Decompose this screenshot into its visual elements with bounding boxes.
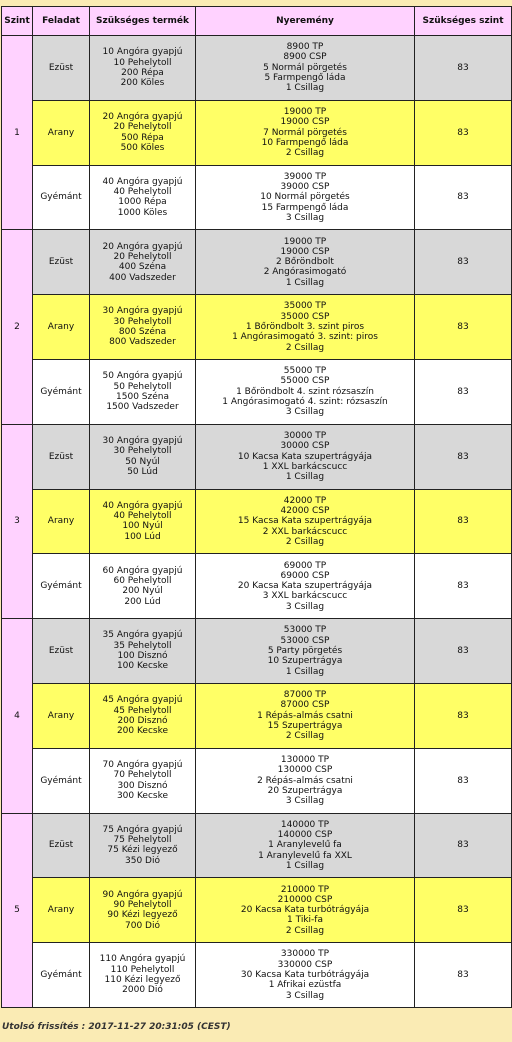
product-line: 110 Kézi legyező <box>104 975 181 986</box>
task-cell: Arany <box>33 878 90 943</box>
table-row <box>2 230 512 295</box>
product-line: 30 Angóra gyapjú <box>102 436 183 447</box>
quest-table <box>1 6 512 1008</box>
reward-line: 55000 CSP <box>280 376 330 387</box>
table-row <box>2 359 512 424</box>
reward-line: 3 Csillag <box>285 212 325 223</box>
products-cell <box>90 943 196 1008</box>
required-level-cell: 83 <box>415 878 512 943</box>
task-cell: Arany <box>33 683 90 748</box>
table-row <box>2 748 512 813</box>
product-line: 40 Pehelytoll <box>113 511 172 522</box>
product-line: 50 Nyúl <box>125 456 160 467</box>
product-line: 30 Angóra gyapjú <box>102 306 183 317</box>
level-cell: 3 <box>2 424 33 618</box>
product-line: 40 Angóra gyapjú <box>102 176 183 187</box>
reward-line: 20 Kacsa Kata turbótrágyája <box>240 905 370 916</box>
task-cell: Gyémánt <box>33 943 90 1008</box>
reward-line: 2 XXL barkácscucc <box>262 526 348 537</box>
product-line: 35 Angóra gyapjú <box>102 630 183 641</box>
reward-line: 1 Répás-almás csatni <box>257 710 353 721</box>
reward-line: 1 Csillag <box>285 860 325 871</box>
required-level-cell: 83 <box>415 295 512 360</box>
required-level-cell: 83 <box>415 554 512 619</box>
product-line: 50 Pehelytoll <box>113 381 172 392</box>
product-line: 200 Nyúl <box>122 586 163 597</box>
product-line: 200 Kecske <box>116 726 169 737</box>
required-level-cell: 83 <box>415 489 512 554</box>
reward-line: 130000 CSP <box>277 765 333 776</box>
product-line: 70 Pehelytoll <box>113 770 172 781</box>
product-line: 90 Angóra gyapjú <box>102 889 183 900</box>
header-rewards: Nyeremény <box>196 7 415 36</box>
product-line: 1000 Köles <box>117 207 168 218</box>
reward-line: 1 Csillag <box>285 277 325 288</box>
products-cell <box>90 748 196 813</box>
rewards-cell <box>196 359 415 424</box>
product-line: 60 Pehelytoll <box>113 575 172 586</box>
reward-line: 3 Csillag <box>285 407 325 418</box>
required-level-cell: 83 <box>415 683 512 748</box>
rewards-cell <box>196 878 415 943</box>
reward-line: 3 Csillag <box>285 796 325 807</box>
required-level-cell: 83 <box>415 619 512 684</box>
products-cell <box>90 165 196 230</box>
reward-line: 1 XXL barkácscucc <box>262 461 348 472</box>
reward-line: 53000 CSP <box>280 635 330 646</box>
task-cell: Gyémánt <box>33 554 90 619</box>
reward-line: 5 Party pörgetés <box>267 645 343 656</box>
reward-line: 39000 TP <box>283 171 327 182</box>
table-row <box>2 683 512 748</box>
product-line: 700 Dió <box>125 920 160 931</box>
product-line: 35 Pehelytoll <box>113 640 172 651</box>
table-row <box>2 878 512 943</box>
level-cell: 1 <box>2 36 33 230</box>
reward-line: 30 Kacsa Kata turbótrágyája <box>240 969 370 980</box>
product-line: 20 Pehelytoll <box>113 251 172 262</box>
product-line: 2000 Dió <box>122 985 163 996</box>
product-line: 10 Pehelytoll <box>113 57 172 68</box>
product-line: 350 Dió <box>125 855 160 866</box>
required-level-cell: 83 <box>415 100 512 165</box>
table-row <box>2 424 512 489</box>
task-cell: Gyémánt <box>33 748 90 813</box>
reward-line: 19000 TP <box>283 236 327 247</box>
products-cell <box>90 424 196 489</box>
required-level-cell: 83 <box>415 424 512 489</box>
header-products: Szükséges termék <box>90 7 196 36</box>
product-line: 40 Pehelytoll <box>113 187 172 198</box>
reward-line: 19000 CSP <box>280 246 330 257</box>
rewards-cell <box>196 748 415 813</box>
reward-line: 1 Afrikai ezüstfa <box>268 980 342 991</box>
table-row <box>2 295 512 360</box>
reward-line: 2 Angórasimogató <box>263 267 347 278</box>
task-cell: Ezüst <box>33 813 90 878</box>
reward-line: 1 Csillag <box>285 666 325 677</box>
products-cell <box>90 554 196 619</box>
reward-line: 1 Angórasimogató 4. szint: rózsaszín <box>222 397 388 408</box>
required-level-cell: 83 <box>415 36 512 101</box>
reward-line: 140000 CSP <box>277 830 333 841</box>
level-cell: 4 <box>2 619 33 813</box>
reward-line: 3 Csillag <box>285 990 325 1001</box>
product-line: 200 Köles <box>120 78 165 89</box>
required-level-cell: 83 <box>415 165 512 230</box>
reward-line: 10 Farmpengő láda <box>261 137 349 148</box>
header-row <box>2 7 512 36</box>
product-line: 200 Répa <box>121 67 164 78</box>
task-cell: Gyémánt <box>33 165 90 230</box>
reward-line: 210000 TP <box>280 884 330 895</box>
required-level-cell: 83 <box>415 748 512 813</box>
table-row <box>2 943 512 1008</box>
reward-line: 19000 TP <box>283 106 327 117</box>
product-line: 30 Pehelytoll <box>113 446 172 457</box>
product-line: 100 Kecske <box>116 661 169 672</box>
reward-line: 69000 CSP <box>280 570 330 581</box>
products-cell <box>90 683 196 748</box>
reward-line: 35000 TP <box>283 301 327 312</box>
products-cell <box>90 619 196 684</box>
reward-line: 20 Kacsa Kata szupertrágyája <box>237 581 373 592</box>
product-line: 500 Répa <box>121 132 164 143</box>
reward-line: 3 XXL barkácscucc <box>262 591 348 602</box>
reward-line: 210000 CSP <box>277 894 333 905</box>
task-cell: Ezüst <box>33 230 90 295</box>
products-cell <box>90 36 196 101</box>
reward-line: 5 Farmpengő láda <box>264 73 346 84</box>
product-line: 45 Angóra gyapjú <box>102 695 183 706</box>
level-cell: 5 <box>2 813 33 1007</box>
reward-line: 140000 TP <box>280 819 330 830</box>
products-cell <box>90 359 196 424</box>
table-body <box>2 36 512 1008</box>
reward-line: 8900 TP <box>286 42 324 53</box>
table-row <box>2 165 512 230</box>
reward-line: 1 Tiki-fa <box>287 915 323 926</box>
reward-line: 10 Kacsa Kata szupertrágyája <box>237 451 373 462</box>
last-updated: Utolsó frissítés : 2017-11-27 20:31:05 (CEST) <box>2 1022 231 1032</box>
rewards-cell <box>196 489 415 554</box>
product-line: 200 Disznó <box>117 715 168 726</box>
product-line: 20 Pehelytoll <box>113 122 172 133</box>
rewards-cell <box>196 943 415 1008</box>
rewards-cell <box>196 619 415 684</box>
reward-line: 30000 CSP <box>280 441 330 452</box>
reward-line: 1 Bőröndbolt 4. szint rózsaszín <box>236 386 374 397</box>
reward-line: 35000 CSP <box>280 311 330 322</box>
product-line: 75 Pehelytoll <box>113 835 172 846</box>
product-line: 75 Kézi legyező <box>107 845 178 856</box>
rewards-cell <box>196 813 415 878</box>
reward-line: 8900 CSP <box>283 52 327 63</box>
reward-line: 130000 TP <box>280 754 330 765</box>
reward-line: 2 Csillag <box>285 925 325 936</box>
products-cell <box>90 295 196 360</box>
product-line: 90 Pehelytoll <box>113 899 172 910</box>
product-line: 100 Nyúl <box>122 521 163 532</box>
product-line: 75 Angóra gyapjú <box>102 824 183 835</box>
rewards-cell <box>196 165 415 230</box>
products-cell <box>90 878 196 943</box>
reward-line: 2 Csillag <box>285 342 325 353</box>
reward-line: 19000 CSP <box>280 117 330 128</box>
header-level: Szint <box>2 7 33 36</box>
table-row <box>2 100 512 165</box>
required-level-cell: 83 <box>415 359 512 424</box>
reward-line: 2 Csillag <box>285 148 325 159</box>
task-cell: Arany <box>33 489 90 554</box>
product-line: 1000 Répa <box>118 197 167 208</box>
products-cell <box>90 813 196 878</box>
product-line: 50 Lúd <box>127 466 158 477</box>
product-line: 70 Angóra gyapjú <box>102 760 183 771</box>
rewards-cell <box>196 36 415 101</box>
reward-line: 39000 CSP <box>280 182 330 193</box>
header-required-level: Szükséges szint <box>415 7 512 36</box>
task-cell: Ezüst <box>33 424 90 489</box>
reward-line: 2 Csillag <box>285 536 325 547</box>
task-cell: Ezüst <box>33 619 90 684</box>
reward-line: 87000 CSP <box>280 700 330 711</box>
products-cell <box>90 489 196 554</box>
reward-line: 7 Normál pörgetés <box>263 127 347 138</box>
product-line: 800 Vadszeder <box>109 337 176 348</box>
header-task: Feladat <box>33 7 90 36</box>
task-cell: Gyémánt <box>33 359 90 424</box>
task-cell: Arany <box>33 100 90 165</box>
table-row <box>2 554 512 619</box>
product-line: 110 Angóra gyapjú <box>99 954 186 965</box>
table-row <box>2 36 512 101</box>
required-level-cell: 83 <box>415 943 512 1008</box>
level-cell: 2 <box>2 230 33 424</box>
product-line: 100 Disznó <box>117 651 168 662</box>
reward-line: 10 Normál pörgetés <box>260 192 350 203</box>
product-line: 110 Pehelytoll <box>110 964 175 975</box>
rewards-cell <box>196 424 415 489</box>
reward-line: 30000 TP <box>283 430 327 441</box>
product-line: 200 Lúd <box>124 596 161 607</box>
reward-line: 2 Répás-almás csatni <box>257 775 353 786</box>
reward-line: 1 Aranylevelű fa <box>268 840 342 851</box>
reward-line: 330000 CSP <box>277 959 333 970</box>
task-cell: Arany <box>33 295 90 360</box>
reward-line: 2 Bőröndbolt <box>276 257 334 268</box>
product-line: 90 Kézi legyező <box>107 910 178 921</box>
reward-line: 15 Farmpengő láda <box>261 202 349 213</box>
product-line: 60 Angóra gyapjú <box>102 565 183 576</box>
table-row <box>2 813 512 878</box>
product-line: 800 Széna <box>118 327 167 338</box>
reward-line: 10 Szupertrágya <box>267 656 343 667</box>
product-line: 30 Pehelytoll <box>113 316 172 327</box>
required-level-cell: 83 <box>415 813 512 878</box>
products-cell <box>90 230 196 295</box>
reward-line: 42000 TP <box>283 495 327 506</box>
product-line: 500 Köles <box>120 142 165 153</box>
product-line: 300 Kecske <box>116 790 169 801</box>
reward-line: 69000 TP <box>283 560 327 571</box>
reward-line: 330000 TP <box>280 949 330 960</box>
table-row <box>2 489 512 554</box>
product-line: 40 Angóra gyapjú <box>102 500 183 511</box>
reward-line: 1 Angórasimogató 3. szint: piros <box>232 332 378 343</box>
reward-line: 15 Kacsa Kata szupertrágyája <box>237 516 373 527</box>
product-line: 300 Disznó <box>117 780 168 791</box>
reward-line: 2 Csillag <box>285 731 325 742</box>
reward-line: 87000 TP <box>283 690 327 701</box>
reward-line: 42000 CSP <box>280 506 330 517</box>
product-line: 45 Pehelytoll <box>113 705 172 716</box>
reward-line: 15 Szupertrágya <box>267 721 343 732</box>
reward-line: 1 Aranylevelű fa XXL <box>258 850 352 861</box>
reward-line: 1 Csillag <box>285 83 325 94</box>
table-row <box>2 619 512 684</box>
task-cell: Ezüst <box>33 36 90 101</box>
reward-line: 20 Szupertrágya <box>267 785 343 796</box>
rewards-cell <box>196 100 415 165</box>
required-level-cell: 83 <box>415 230 512 295</box>
reward-line: 53000 TP <box>283 625 327 636</box>
product-line: 50 Angóra gyapjú <box>102 371 183 382</box>
product-line: 400 Széna <box>118 262 167 273</box>
reward-line: 5 Normál pörgetés <box>263 62 347 73</box>
product-line: 20 Angóra gyapjú <box>102 112 183 123</box>
rewards-cell <box>196 230 415 295</box>
reward-line: 3 Csillag <box>285 601 325 612</box>
rewards-cell <box>196 554 415 619</box>
product-line: 20 Angóra gyapjú <box>102 241 183 252</box>
product-line: 400 Vadszeder <box>109 272 176 283</box>
reward-line: 1 Bőröndbolt 3. szint piros <box>245 321 365 332</box>
products-cell <box>90 100 196 165</box>
product-line: 1500 Széna <box>116 391 169 402</box>
product-line: 1500 Vadszeder <box>106 402 179 413</box>
product-line: 100 Lúd <box>124 531 161 542</box>
reward-line: 1 Csillag <box>285 472 325 483</box>
product-line: 10 Angóra gyapjú <box>102 47 183 58</box>
rewards-cell <box>196 683 415 748</box>
reward-line: 55000 TP <box>283 366 327 377</box>
rewards-cell <box>196 295 415 360</box>
